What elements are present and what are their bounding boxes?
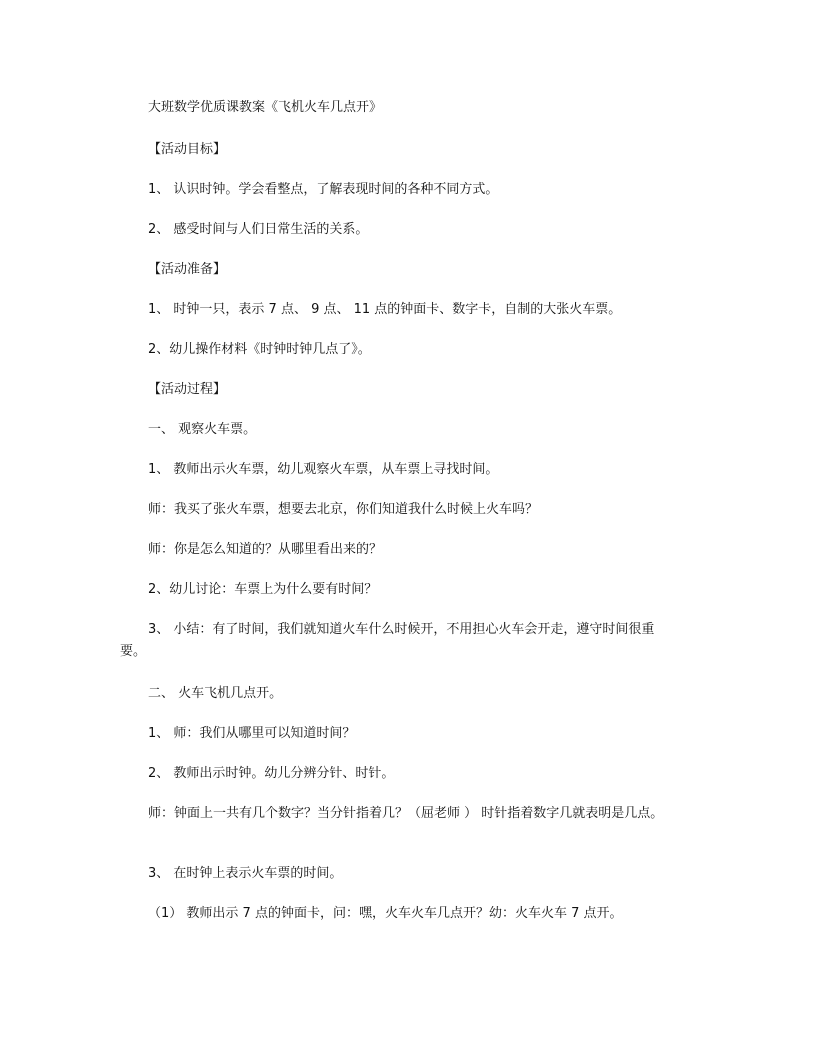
paragraph: 一、 观察火车票。 [148, 422, 257, 437]
paragraph: 2、幼儿操作材料《时钟时钟几点了》。 [148, 342, 371, 357]
section-heading-process: 【活动过程】 [148, 382, 227, 397]
section-heading-goals: 【活动目标】 [148, 142, 227, 157]
paragraph: 2、 感受时间与人们日常生活的关系。 [148, 222, 369, 237]
paragraph: 2、 教师出示时钟。幼儿分辨分针、时针。 [148, 766, 395, 781]
paragraph: 1、 教师出示火车票，幼儿观察火车票，从车票上寻找时间。 [148, 462, 499, 477]
paragraph: 1、 师：我们从哪里可以知道时间？ [148, 726, 356, 741]
document-title: 大班数学优质课教案《飞机火车几点开》 [148, 100, 383, 115]
paragraph: 2、幼儿讨论：车票上为什么要有时间？ [148, 582, 378, 597]
paragraph: 1、 认识时钟。学会看整点，了解表现时间的各种不同方式。 [148, 182, 499, 197]
paragraph: 师：钟面上一共有几个数字？当分针指着几？（屈老师 ） 时针指着数字几就表明是几点。 [148, 806, 664, 821]
paragraph: 师：你是怎么知道的？从哪里看出来的？ [148, 542, 383, 557]
section-heading-preparation: 【活动准备】 [148, 262, 227, 277]
paragraph: 师：我买了张火车票，想要去北京，你们知道我什么时候上火车吗？ [148, 502, 539, 517]
paragraph: 3、 在时钟上表示火车票的时间。 [148, 866, 343, 881]
paragraph: 1、 时钟一只，表示 7 点、 9 点、 11 点的钟面卡、数字卡，自制的大张火车票。 [148, 302, 622, 317]
paragraph: 二、 火车飞机几点开。 [148, 686, 283, 701]
paragraph: （1） 教师出示 7 点的钟面卡，问：嘿，火车火车几点开？幼：火车火车 7 点开。 [148, 906, 623, 921]
paragraph: 3、 小结：有了时间，我们就知道火车什么时候开，不用担心火车会开走，遵守时间很重要。 [120, 622, 655, 659]
